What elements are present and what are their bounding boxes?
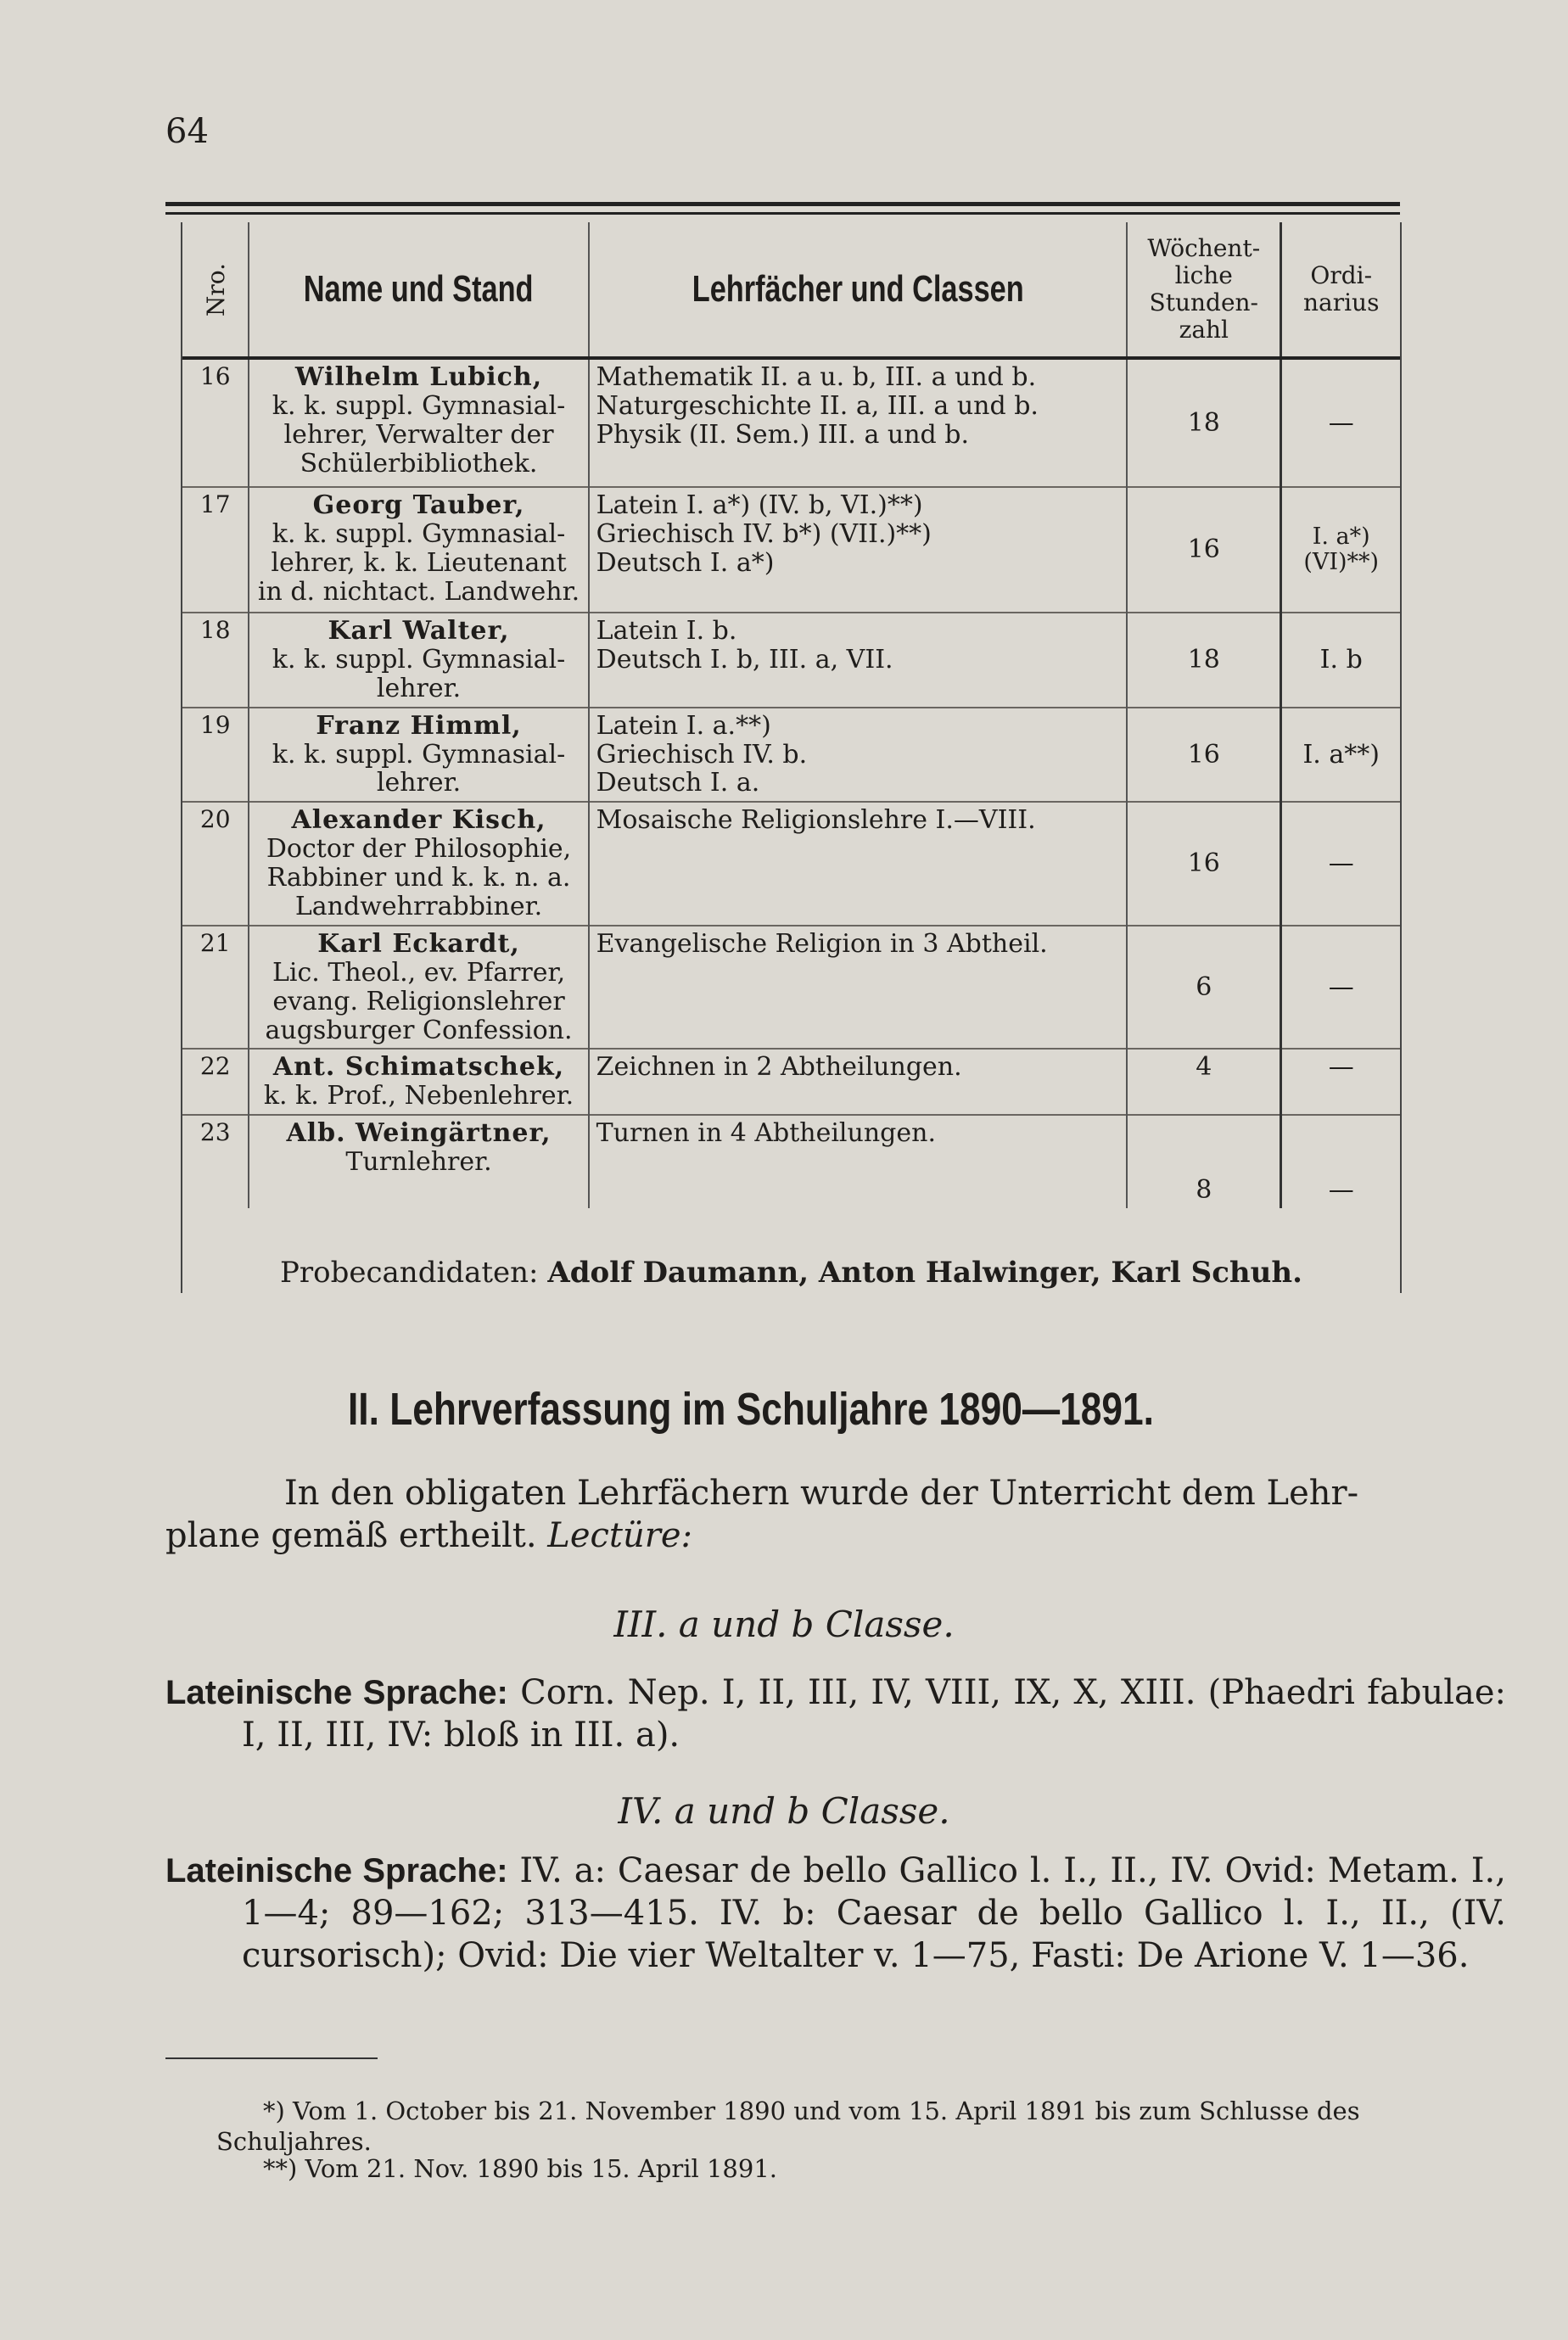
row-hours: 6 [1127,926,1281,1050]
row-hours: 16 [1127,802,1281,926]
probe-label: Probecandidaten: [280,1256,539,1290]
table-frame-right [1400,222,1402,1293]
class-heading-iv: IV. a und b Classe. [618,1790,950,1832]
row-ordinarius: — [1328,407,1354,438]
row-subjects: Zeichnen in 2 Abtheilungen. [589,1049,1127,1115]
row-ordinarius: — [1281,1049,1400,1115]
teacher-name: Ant. Schimatschek, [272,1052,565,1083]
table-row [182,708,1400,803]
table-row [182,1115,1400,1208]
row-ordinarius: — [1281,926,1400,1050]
row-hours: 18 [1127,613,1281,708]
teacher-name: Alexander Kisch, [291,805,546,836]
lectuere-label: Lectüre: [547,1516,693,1555]
row-hours: 4 [1127,1049,1281,1115]
table-row [182,802,1400,926]
subject-label: Lateinische Sprache: [165,1674,508,1711]
header-hours: Wöchent- liche Stunden- zahl [1127,222,1281,358]
top-rule [165,202,1400,206]
row-name-stand: Karl Walter, k. k. suppl. Gymnasial- lehrer. [249,613,588,708]
teacher-name: Alb. Weingärtner, [286,1118,552,1149]
class-iv-paragraph: Lateinische Sprache: IV. a: Caesar de bello Gallico l. I., II., IV. Ovid: Metam. I., 1—4; 89—162; 313—415. IV. b: Caesar de bello Gallico l. I., II., (IV. cursorisch); Ovid: Die vier Weltalter v. 1—75, Fasti: De Arione V. 1—36. [165,1851,1506,1975]
subject-label: Lateinische Sprache: [165,1852,508,1889]
teacher-name: Karl Walter, [328,616,510,646]
row-nr: 18 [182,613,249,708]
table-row [182,487,1400,613]
row-subjects: Latein I. a.**) Griechisch IV. b. Deutsch I. a. [589,708,1127,803]
row-name-stand: Franz Himml, k. k. suppl. Gymnasial- lehrer. [249,708,588,803]
row-name-stand: Wilhelm Lubich, k. k. suppl. Gymnasial- lehrer, Verwalter der Schülerbibliothek. [249,358,588,487]
row-ordinarius: I. a*) (VI)**) [1281,487,1400,613]
row-subjects: Mathematik II. a u. b, III. a und b. Naturgeschichte II. a, III. a und b. Physik (II. Sem.) III. a und b. [589,358,1127,487]
section-heading: II. Lehrverfassung im Schuljahre 1890—1891. [348,1384,1154,1435]
teacher-name: Wilhelm Lubich, [294,362,543,392]
footnote-rule [165,2057,378,2059]
teacher-name: Georg Tauber, [312,490,525,520]
row-name-stand: Alb. Weingärtner, Turnlehrer. [249,1115,588,1208]
table-header-row [182,222,1400,358]
row-subjects: Mosaische Religionslehre I.—VIII. [589,802,1127,926]
row-subjects: Latein I. b. Deutsch I. b, III. a, VII. [589,613,1127,708]
table-row [182,1049,1400,1115]
class-iii-paragraph: Lateinische Sprache: Corn. Nep. I, II, III, IV, VIII, IX, X, XIII. (Phaedri fabulae: I, II, III, IV: bloß in III. a). [165,1673,1506,1755]
header-subjects: Lehrfächer und Classen [647,222,1067,358]
footnote-2: **) Vom 21. Nov. 1890 bis 15. April 1891. [263,2154,777,2183]
row-ordinarius: I. b [1281,613,1400,708]
row-ordinarius: I. a**) [1281,708,1400,803]
table-row [182,358,1400,487]
table-row [182,926,1400,1050]
row-name-stand: Karl Eckardt, Lic. Theol., ev. Pfarrer, evang. Religionslehrer augsburger Confession. [249,926,588,1050]
header-name: Name und Stand [286,222,551,358]
page-number: 64 [165,112,209,151]
row-subjects: Turnen in 4 Abtheilungen. [589,1115,1127,1208]
row-name-stand: Alexander Kisch, Doctor der Philosophie, Rabbiner und k. k. n. a. Landwehrrabbiner. [249,802,588,926]
probe-candidates [280,1256,1302,1290]
row-name-stand: Georg Tauber, k. k. suppl. Gymnasial- lehrer, k. k. Lieutenant in d. nichtact. Landwehr. [249,487,588,613]
header-nr: Nro. [182,222,249,358]
footnote-1: *) Vom 1. October bis 21. November 1890 und vom 15. April 1891 bis zum Schlusse des Schuljahres. [216,2096,1360,2157]
row-hours: 8 [1127,1115,1281,1208]
row-nr: 21 [182,926,249,1050]
probe-names: Adolf Daumann, Anton Halwinger, Karl Schuh. [547,1256,1302,1290]
staff-table [182,222,1400,1208]
row-nr: 23 [182,1115,249,1208]
row-hours: 16 [1127,487,1281,613]
intro-paragraph: In den obligaten Lehrfächern wurde der Unterricht dem Lehr- plane gemäß ertheilt. Lectüre: [165,1474,1359,1555]
table-row [182,613,1400,708]
class-heading-iii: III. a und b Classe. [613,1604,955,1645]
header-ordinarius: Ordi- narius [1281,222,1400,358]
row-name-stand: Ant. Schimatschek, k. k. Prof., Nebenlehrer. [249,1049,588,1115]
top-rule-secondary [165,212,1400,215]
row-hours: 16 [1127,708,1281,803]
teacher-name: Karl Eckardt, [317,928,520,959]
row-nr: 20 [182,802,249,926]
row-nr: 17 [182,487,249,613]
row-hours: 18 [1127,358,1281,487]
row-ordinarius: — [1281,1115,1400,1208]
row-subjects: Latein I. a*) (IV. b, VI.)**) Griechisch IV. b*) (VII.)**) Deutsch I. a*) [589,487,1127,613]
teacher-name: Franz Himml, [316,710,522,741]
row-nr: 22 [182,1049,249,1115]
row-subjects: Evangelische Religion in 3 Abtheil. [589,926,1127,1050]
row-nr: 16 [182,358,249,487]
row-nr: 19 [182,708,249,803]
row-ordinarius: — [1281,802,1400,926]
